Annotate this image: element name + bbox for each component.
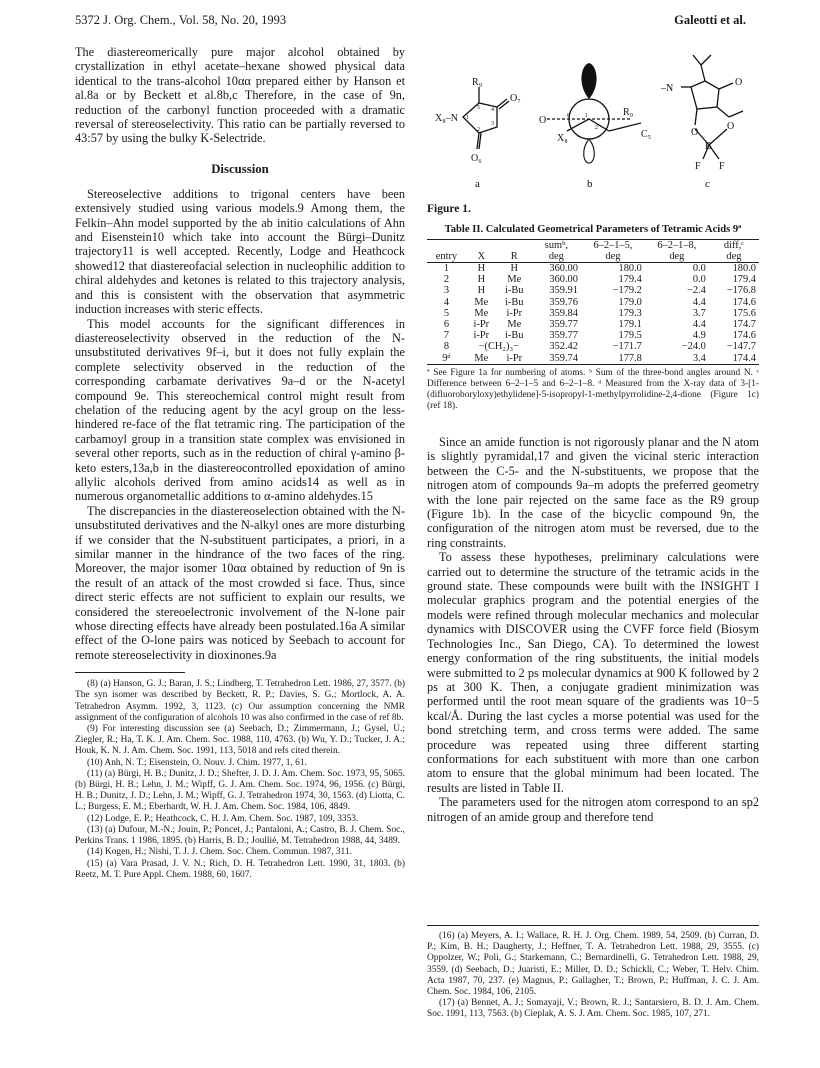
- footnote: (14) Kogen, H.; Nishi, T. J. J. Chem. Soc. Chem. Commun. 1987, 311.: [87, 847, 352, 858]
- lone-pair-lobe-open: [584, 139, 595, 163]
- table-cell: 179.1: [618, 318, 642, 330]
- column-header: 6–2–1–8,: [645, 239, 709, 251]
- table-row: [427, 262, 759, 274]
- bond: [719, 83, 733, 89]
- table-cell: 180.0: [732, 262, 756, 274]
- table-cell: 174.6: [732, 330, 756, 342]
- table-cell: 8: [443, 341, 450, 353]
- right-paragraph-1: Since an amide function is not rigorously planar and the N atom is slightly pyramidal,17 and given the vicinal steric interaction between the C-5- and the N-substituents, we propose that the nitrogen atom of compounds 9a–m adopts the preferred geometry with the lone pair rejected on the same face as the R9 group (Figure 1b). In the case of the bicyclic compound 9n, the configuration of the nitrogen atom must be reversed, due to the ring constraints.: [427, 435, 759, 550]
- footnote: (16) (a) Meyers, A. I.; Wallace, R. H. J. Org. Chem. 1989, 54, 2509. (b) Curran, D. P.; Kim, B. H.; Daugherty, J.; Heffner, T. A. Tetrahedron Lett. 1988, 29, 3555. (c) Oppolzer, W.; Poli, G.; Starkemann, C.; Bernardinelli, G. Tetrahedron Lett. 1988, 29, 3559. (d) Seebach, D.; Juaristi, E.; Miller, D. D.; Schickli, C.; Weber, T. Helv. Chim. Acta 1987, 70, 237. (e) Magnus, P.; Gallagher, T.; Brown, P.; Huffman, J. C. J. Am. Chem. Soc. 1984, 106, 2105.: [427, 931, 759, 998]
- table-cell: 180.0: [618, 262, 642, 274]
- column-header: R: [497, 251, 532, 263]
- atom-number: 1: [585, 113, 588, 119]
- table-cell: 174.7: [732, 318, 756, 330]
- right-paragraph-3: The parameters used for the nitrogen atom correspond to an sp2 nitrogen of an amide group and therefore tend: [427, 795, 759, 824]
- table-header-row: [427, 251, 759, 263]
- author-header: Galeotti et al.: [674, 13, 746, 27]
- footnote: (17) (a) Bennet, A. J.; Somayaji, V.; Brown, R. J.; Santarsiero, B. D. J. Am. Chem. Soc. 1991, 113, 7563. (b) Cieplak, A. S. J. Am. Chem. Soc. 1985, 107, 271.: [427, 998, 759, 1020]
- table-cell: 179.3: [618, 307, 642, 319]
- table-cell: −24.0: [681, 341, 706, 353]
- column-header: X: [466, 251, 497, 263]
- column-header: deg: [709, 251, 759, 263]
- atom-number: 2: [477, 127, 480, 133]
- table-cell: 4.4: [692, 296, 706, 308]
- bond: [693, 55, 701, 65]
- table-footnote: ª See Figure 1a for numbering of atoms. ᵇ Sum of the three-bond angles around N. ᶜ Difference between 6–2–1–5 and 6–2–1–8. ᵈ Measured from the X-ray data of 3-[1-(difluoroboryloxy)ethylidene]-5-isopropyl-1-methylpyrrolidine-2,4-dione (Figure 1c) (ref 18).: [427, 367, 759, 411]
- atom-label: –N: [661, 83, 674, 94]
- discussion-paragraph-1: Stereoselective additions to trigonal centers have been extensively studied using various models.9 Among them, the Felkin–Ahn model supported by the ab initio calculations of Ahn and Eisenstein10 which take into account the Bürgi–Dunitz trajectory11 is well accepted. Recently, Lodge and Heathcock showed12 that diastereofacial selection in nucleophilic addition to chiral aldehydes and ketones is related to this trajectory analysis, and this is consistent with the observation that asymmetric induction increases with steric effects.: [75, 186, 405, 317]
- column-header: diff,ᶜ: [709, 239, 759, 251]
- column-header: deg: [532, 251, 581, 263]
- column-header: [466, 239, 497, 251]
- table-cell: Me: [507, 318, 522, 330]
- table-cell: 9ᵈ: [427, 353, 466, 365]
- atom-label: O: [727, 121, 735, 132]
- column-header: [427, 239, 466, 251]
- panel-label-a: a: [475, 178, 480, 190]
- discussion-paragraph-2: This model accounts for the significant differences in diastereoselectivity observed in the reduction of the N-unsubstituted derivatives 9f–i, but it does not fully explain the complete selectivity observed in the reduction of the corresponding carbamate derivatives 9a–d or the N-acetyl compound 9e. This stereochemical control might result from chelation of the reducing agent by the acyl group on the less-hindered re-face of the flat tetramic ring. The participation of the carbamoyl group in a transition state complex was envisioned in several other reports, such as in the reduction of chiral γ-amino β-keto esters,13a,b in the diastereocontrolled epoxidation of amino allylic alcohols derived from amino acids14 as well as in numerous organometallic additions to α-amino aldehydes.15: [75, 316, 405, 504]
- atom-label: O: [691, 127, 699, 138]
- lone-pair-lobe: [581, 63, 596, 99]
- atom-number: 2: [595, 125, 598, 131]
- table-cell: Me: [474, 296, 489, 308]
- table-cell: H: [477, 274, 486, 286]
- table-cell: i-Bu: [505, 330, 524, 342]
- atom-label: O₆: [471, 153, 482, 164]
- atom-number: 3: [491, 121, 494, 127]
- atom-label: X₈–N: [435, 113, 458, 124]
- atom-label: R₉: [623, 107, 634, 118]
- table-cell: 5: [443, 307, 450, 319]
- table-cell: 360.00: [549, 274, 578, 286]
- table-cell: 174.6: [732, 296, 756, 308]
- table-row: [427, 341, 759, 352]
- panel-label-c: c: [705, 178, 710, 190]
- table-body: [427, 262, 759, 364]
- table-row: [427, 274, 759, 285]
- table-cell: 359.77: [549, 330, 578, 342]
- table-cell: 359.76: [549, 296, 578, 308]
- atom-label: R₉: [472, 77, 483, 88]
- table-cell: 359.74: [532, 353, 581, 365]
- atom-number: 4: [491, 107, 494, 113]
- bond: [701, 55, 711, 65]
- footnote: (12) Lodge, E. P.; Heathcock, C. H. J. Am. Chem. Soc. 1987, 109, 3353.: [87, 813, 359, 824]
- table-cell: 360.00: [549, 262, 578, 274]
- atom-label: F: [695, 161, 701, 172]
- table-cell: 359.91: [549, 285, 578, 297]
- table-cell: −171.7: [612, 341, 642, 353]
- table-row: [427, 308, 759, 319]
- column-header: entry: [427, 251, 466, 263]
- table-cell: 174.4: [709, 353, 759, 365]
- table-cell: 179.5: [618, 330, 642, 342]
- table-cell: 352.42: [549, 341, 578, 353]
- table-cell: i-Bu: [505, 285, 524, 297]
- table-header-row: [427, 239, 759, 251]
- running-header: 5372 J. Org. Chem., Vol. 58, No. 20, 1993: [75, 13, 287, 27]
- table-cell: i-Pr: [473, 318, 490, 330]
- table-row: [427, 330, 759, 341]
- panel-label-b: b: [587, 178, 593, 190]
- table-cell: 177.8: [581, 353, 645, 365]
- table-row: [427, 297, 759, 308]
- table-cell: 0.0: [692, 262, 706, 274]
- table-cell: i-Pr: [497, 353, 532, 365]
- footnote: (9) For interesting discussion see (a) Seebach, D.; Zimmermann, J.; Gysel, U.; Ziegler, R.; Ha, T. K. J. Am. Chem. Soc. 1988, 110, 4763. (b) Wu, Y. D.; Tucker, J. A.; Houk, K. N. J. Am. Chem. Soc. 1991, 113, 5018 and refs cited therein.: [75, 724, 405, 757]
- table-cell: −147.7: [726, 341, 756, 353]
- footnote: (15) (a) Vara Prasad, J. V. N.; Rich, D. H. Tetrahedron Lett. 1990, 31, 1803. (b) Reetz, M. T. Pure Appl. Chem. 1988, 60, 1607.: [75, 858, 405, 880]
- column-header: 6–2–1–5,: [581, 239, 645, 251]
- table-cell: −(CH₂)₃−: [478, 341, 519, 353]
- table-cell: 0.0: [692, 274, 706, 286]
- table-cell: i-Pr: [506, 307, 523, 319]
- table-cell: 4.4: [692, 318, 706, 330]
- table-cell: 7: [443, 330, 450, 342]
- column-header: deg: [581, 251, 645, 263]
- bond: [709, 129, 727, 145]
- footnote: (11) (a) Bürgi, H. B.; Dunitz, J. D.; Shefter, J. D. J. Am. Chem. Soc. 1973, 95, 5065. (b) Bürgi, H. B.; Lehn, J. M.; Wipff, G. J. Am. Chem. Soc. 1974, 96, 1956. (c) Bürgi, H. B.; Dunitz, J. D.; Lehn, J. M.; Wipff, G. J. Tetrahedron 1974, 30, 1563. (d) Liotta, C. L.; Burgess, E. M.; Eberhardt, W. H. J. Am. Chem. Soc. 1984, 106, 4849.: [75, 768, 405, 813]
- table-ii: [427, 224, 759, 412]
- footnote: (8) (a) Hanson, G. J.; Baran, J. S.; Lindberg, T. Tetrahedron Lett. 1986, 27, 3577. (b) The syn isomer was described by Beckett, R. P.; Davies, S. G.; Mortlock, A. A. Tetrahedron Asymm. 1992, 3, 1123. (c) Our assumption concerning the NMR assignment of the configuration of alcohols 10 was also confirmed in the case of ref 8b.: [75, 679, 405, 723]
- left-column: [75, 45, 405, 881]
- footnote: (13) (a) Dufour, M.-N.; Jouin, P.; Poncet, J.; Pantaloni, A.; Castro, B. J. Chem. Soc., Perkins Trans. 1 1986, 1895. (b) Harris, B. D.; Joullié, M. Tetrahedron 1988, 44, 3489.: [75, 824, 405, 847]
- table-cell: −176.8: [726, 285, 756, 297]
- table-cell: 2: [443, 274, 450, 286]
- atom-number: 5: [477, 105, 480, 111]
- table-cell: 3.4: [645, 353, 709, 365]
- table-row: [427, 319, 759, 330]
- atom-label: F: [719, 161, 725, 172]
- table-cell: 359.77: [549, 318, 578, 330]
- atom-label: O: [735, 77, 743, 88]
- table-cell: i-Bu: [505, 296, 524, 308]
- table-row: [427, 353, 759, 365]
- atom-label: O₇: [510, 93, 521, 104]
- table-cell: 3.7: [692, 307, 706, 319]
- figure-1: [427, 45, 759, 191]
- atom-label: O: [539, 115, 547, 126]
- table-cell: −2.4: [686, 285, 706, 297]
- table-cell: 359.84: [549, 307, 578, 319]
- table-cell: Me: [507, 274, 522, 286]
- tetramic-ring-c: [691, 81, 719, 109]
- table-cell: 6: [443, 318, 450, 330]
- footnotes-left: [75, 679, 405, 881]
- table-cell: Me: [474, 307, 489, 319]
- atom-number: 6: [567, 113, 570, 119]
- discussion-paragraph-3: The discrepancies in the diastereoselection obtained with the N-unsubstituted derivatives and the N-alkyl ones are more disturbing if we consider that the N-substituent participates, a priori, in a similar manner in the hindrance of the two faces of the ring. Moreover, the major isomer 10αα obtained by reduction of 9n is the result of an attack of the most crowded si face. Thus, since direct steric effects are not sufficient to explain our results, we considered the stereoelectronic involvement of the N-lone pair whose directing effects have already been postulated.16a A similar effect of the O-lone pairs was noticed by Seebach to account for remote stereoselectivity in dioxinones.9a: [75, 503, 405, 662]
- table-cell: H: [510, 262, 519, 274]
- column-header: [497, 239, 532, 251]
- table-cell: −179.2: [612, 285, 642, 297]
- right-paragraph-2: To assess these hypotheses, preliminary calculations were carried out to determine the structure of the tetramic acids in the ground state. These compounds were built with the INSIGHT I molecular graphics program and the potential energies of the models were refined through molecular mechanics and molecular dynamics with DISCOVER using the CVFF force field (Biosym Technologies Inc., San Diego, CA). To determined the lowest energy conformation of the ring substituents, the initial models were submitted to 2 ps molecular dynamics at 900 K followed by 2 ps at 300 K. Then, a conjugate gradient minimization was performed until the root mean square of the gradients was 10−5 kcal/Å. During the last cycles a morse potential was used for the bond stretching term, and cross terms were added. The same procedure was repeated using three different starting conformations for each substituent with more than one carbon atom to ensure that the global minimum had been located. The results are listed in Table II.: [427, 550, 759, 795]
- column-header: sumᵇ,: [532, 239, 581, 251]
- atom-label: B: [705, 141, 712, 152]
- bond: [729, 111, 743, 117]
- table-cell: 179.0: [618, 296, 642, 308]
- section-title: Discussion: [211, 161, 269, 176]
- table-cell: 1: [443, 262, 450, 274]
- table-cell: 3: [443, 285, 450, 297]
- atom-label: C₅: [641, 129, 652, 140]
- column-header: deg: [645, 251, 709, 263]
- bond: [701, 65, 705, 81]
- atom-label: X₈: [557, 133, 568, 144]
- table-cell: Me: [466, 353, 497, 365]
- bond: [717, 107, 729, 117]
- table-cell: 179.4: [732, 274, 756, 286]
- atom-number: 1: [466, 115, 469, 121]
- footnote: (10) Anh, N. T.; Eisenstein, O. Nouv. J. Chim. 1977, 1, 61.: [87, 757, 307, 768]
- table-cell: H: [477, 285, 486, 297]
- footnotes-right: [427, 925, 759, 1021]
- table-cell: 4: [443, 296, 450, 308]
- table-cell: H: [477, 262, 486, 274]
- table-cell: 175.6: [732, 307, 756, 319]
- intro-paragraph: The diastereomerically pure major alcohol obtained by crystallization in ethyl acetate–hexane showed physical data identical to the trans-alcohol 10αα prepared either by Hanson et al.8a or by Beckett et al.8b,c Therefore, in the case of 9n, reduction of the carbonyl function proceeded with a dramatic reversal of stereoselectivity. This ratio can be partially reversed to 43:57 by using the bulky K-Selectride.: [75, 45, 405, 146]
- bond: [609, 123, 641, 131]
- right-column: [427, 435, 759, 824]
- bond: [695, 109, 697, 125]
- figure-caption: Figure 1.: [427, 203, 471, 215]
- table-cell: 4.9: [692, 330, 706, 342]
- table-title: Table II. Calculated Geometrical Parameters of Tetramic Acids 9ª: [444, 224, 742, 235]
- table-row: [427, 285, 759, 296]
- bond: [589, 119, 609, 131]
- data-table: [427, 239, 759, 365]
- table-cell: i-Pr: [473, 330, 490, 342]
- table-cell: 179.4: [618, 274, 642, 286]
